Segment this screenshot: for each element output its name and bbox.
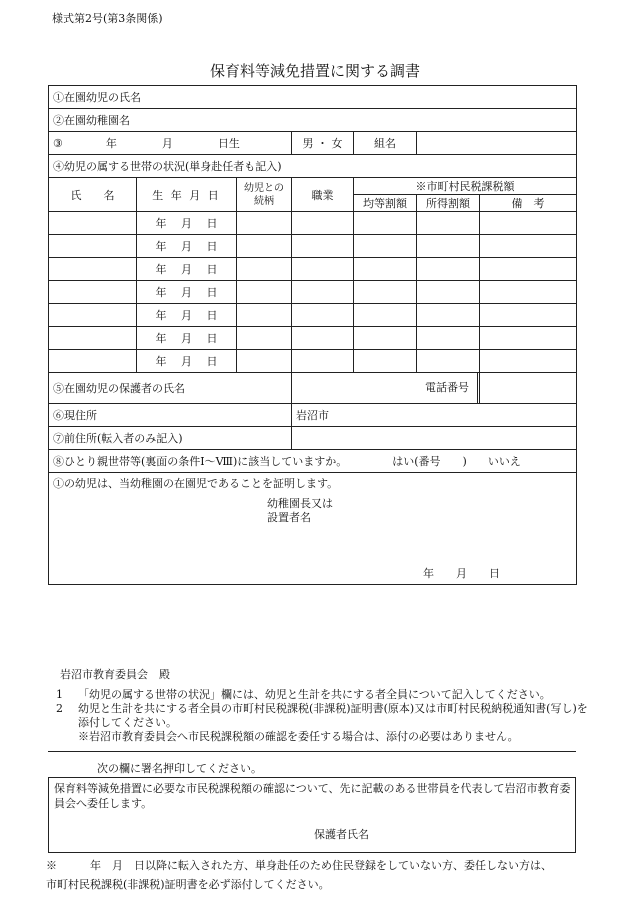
member-job-cell[interactable]: [292, 235, 354, 258]
member-income-tax-cell[interactable]: [417, 235, 480, 258]
member-birthdate-cell[interactable]: 年 月 日: [137, 235, 237, 258]
member-note-cell[interactable]: [480, 235, 577, 258]
member-equal-tax-cell[interactable]: [354, 258, 417, 281]
member-name-cell[interactable]: [49, 212, 137, 235]
table-row: [49, 235, 577, 258]
current-address-field[interactable]: 岩沼市: [292, 404, 577, 427]
member-birthdate-cell[interactable]: 年 月 日: [137, 258, 237, 281]
col-job-header: 職業: [292, 178, 354, 212]
note-text: 「幼児の属する世帯の状況」欄には、幼児と生計を共にする者全員について記入してください。: [78, 688, 551, 701]
table-row: [49, 212, 577, 235]
member-relation-cell[interactable]: [237, 350, 292, 373]
member-note-cell[interactable]: [480, 281, 577, 304]
sign-instruction: 次の欄に署名押印してください。: [97, 762, 262, 775]
child-name-field[interactable]: ①在園幼児の氏名: [49, 86, 577, 109]
note-text: 幼児と生計を共にする者全員の市町村民税課税(非課税)証明書(原本)又は市町村民税納税通知書(写し)を添付してください。: [78, 702, 588, 729]
member-note-cell[interactable]: [480, 258, 577, 281]
member-equal-tax-cell[interactable]: [354, 281, 417, 304]
school-head-label: 幼稚園長又は: [267, 497, 333, 510]
member-income-tax-cell[interactable]: [417, 281, 480, 304]
member-name-cell[interactable]: [49, 304, 137, 327]
member-relation-cell[interactable]: [237, 258, 292, 281]
member-name-cell[interactable]: [49, 235, 137, 258]
member-job-cell[interactable]: [292, 350, 354, 373]
school-name-field[interactable]: ②在園幼稚園名: [49, 109, 577, 132]
single-parent-yes-option[interactable]: はい(番号 ): [392, 455, 467, 468]
note-number: 1: [56, 688, 63, 701]
birthdate-prefix: ③: [53, 137, 63, 150]
footer-note-line1: ※ 年 月 日以降に転入された方、単身赴任のため住民登録をしていない方、委任しない方は、: [46, 859, 552, 872]
delegation-text: 保育料等減免措置に必要な市民税課税額の確認について、先に記載のある世帯員を代表して岩沼市教育委員会へ委任します。: [54, 782, 571, 810]
form-number: 様式第2号(第3条関係): [52, 12, 163, 25]
note-number: 2: [56, 702, 63, 715]
member-equal-tax-cell[interactable]: [354, 350, 417, 373]
member-birthdate-cell[interactable]: 年 月 日: [137, 327, 237, 350]
member-relation-cell[interactable]: [237, 327, 292, 350]
certification-addressee: 岩沼市教育委員会 殿: [60, 668, 170, 681]
member-birthdate-cell[interactable]: 年 月 日: [137, 281, 237, 304]
certification-statement: ①の幼児は、当幼稚園の在園児であることを証明します。: [53, 477, 339, 490]
col-birth-header: 生 年 月 日: [137, 178, 237, 212]
member-birthdate-cell[interactable]: 年 月 日: [137, 212, 237, 235]
col-relation-header: 幼児との続柄: [237, 178, 292, 212]
phone-field[interactable]: [425, 373, 577, 404]
col-name-header: 氏 名: [49, 178, 137, 212]
page-title: 保育料等減免措置に関する調書: [209, 62, 420, 80]
member-job-cell[interactable]: [292, 327, 354, 350]
current-address-label: ⑥現住所: [49, 404, 292, 427]
member-equal-tax-cell[interactable]: [354, 304, 417, 327]
member-income-tax-cell[interactable]: [417, 350, 480, 373]
member-job-cell[interactable]: [292, 258, 354, 281]
class-name-label: 組名: [354, 132, 417, 155]
application-form-table: [48, 85, 577, 585]
member-equal-tax-cell[interactable]: [354, 327, 417, 350]
divider: [48, 751, 576, 752]
member-income-tax-cell[interactable]: [417, 212, 480, 235]
table-row: [49, 304, 577, 327]
member-income-tax-cell[interactable]: [417, 258, 480, 281]
member-note-cell[interactable]: [480, 327, 577, 350]
member-job-cell[interactable]: [292, 212, 354, 235]
table-row: [49, 350, 577, 373]
delegation-box: [48, 777, 576, 853]
member-job-cell[interactable]: [292, 281, 354, 304]
household-heading: ④幼児の属する世帯の状況(単身赴任者も記入): [49, 155, 577, 178]
col-equal-header: 均等割額: [354, 195, 417, 212]
member-equal-tax-cell[interactable]: [354, 235, 417, 258]
member-note-cell[interactable]: [480, 304, 577, 327]
notes-section: [48, 688, 588, 744]
note-item: [48, 730, 588, 744]
single-parent-question-row: [49, 450, 577, 473]
phone-label: 電話番号: [417, 373, 478, 403]
member-note-cell[interactable]: [480, 350, 577, 373]
member-income-tax-cell[interactable]: [417, 304, 480, 327]
member-equal-tax-cell[interactable]: [354, 212, 417, 235]
member-name-cell[interactable]: [49, 281, 137, 304]
certification-box: [49, 473, 577, 585]
class-name-field[interactable]: [417, 132, 577, 155]
member-name-cell[interactable]: [49, 327, 137, 350]
col-income-header: 所得割額: [417, 195, 480, 212]
founder-name-label: 設置者名: [267, 511, 311, 524]
birth-month-label: 月: [161, 137, 173, 150]
note-item: [48, 688, 588, 702]
birth-year-label: 年: [105, 137, 117, 150]
col-tax-group-header: ※市町村民税課税額: [354, 178, 577, 195]
note-text: ※岩沼市教育委員会へ市民税課税額の確認を委任する場合は、添付の必要はありません。: [78, 730, 519, 743]
certification-date[interactable]: 年 月 日: [423, 567, 500, 580]
birth-day-label: 日生: [217, 137, 240, 150]
member-note-cell[interactable]: [480, 212, 577, 235]
previous-address-field[interactable]: [292, 427, 577, 450]
gender-field[interactable]: 男 ・ 女: [292, 132, 354, 155]
member-relation-cell[interactable]: [237, 235, 292, 258]
previous-address-label: ⑦前住所(転入者のみ記入): [49, 427, 292, 450]
table-row: [49, 327, 577, 350]
footer-note-line2: 市町村民税課税(非課税)証明書を必ず添付してください。: [46, 878, 330, 891]
table-row: [49, 258, 577, 281]
birthdate-field[interactable]: [49, 132, 292, 155]
member-income-tax-cell[interactable]: [417, 327, 480, 350]
single-parent-question: ⑧ひとり親世帯等(裏面の条件Ⅰ～Ⅷ)に該当していますか。: [53, 455, 348, 468]
member-birthdate-cell[interactable]: 年 月 日: [137, 304, 237, 327]
guardian-name-label: ⑤在園幼児の保護者の氏名: [49, 373, 292, 404]
member-relation-cell[interactable]: [237, 212, 292, 235]
col-note-header: 備 考: [480, 195, 577, 212]
member-relation-cell[interactable]: [237, 281, 292, 304]
household-rows: [49, 212, 577, 373]
member-name-cell[interactable]: [49, 350, 137, 373]
member-birthdate-cell[interactable]: 年 月 日: [137, 350, 237, 373]
member-relation-cell[interactable]: [237, 304, 292, 327]
member-job-cell[interactable]: [292, 304, 354, 327]
member-name-cell[interactable]: [49, 258, 137, 281]
table-row: [49, 281, 577, 304]
guardian-signature-label: 保護者氏名: [314, 828, 369, 841]
note-item: [48, 702, 588, 730]
single-parent-no-option[interactable]: いいえ: [487, 455, 521, 468]
